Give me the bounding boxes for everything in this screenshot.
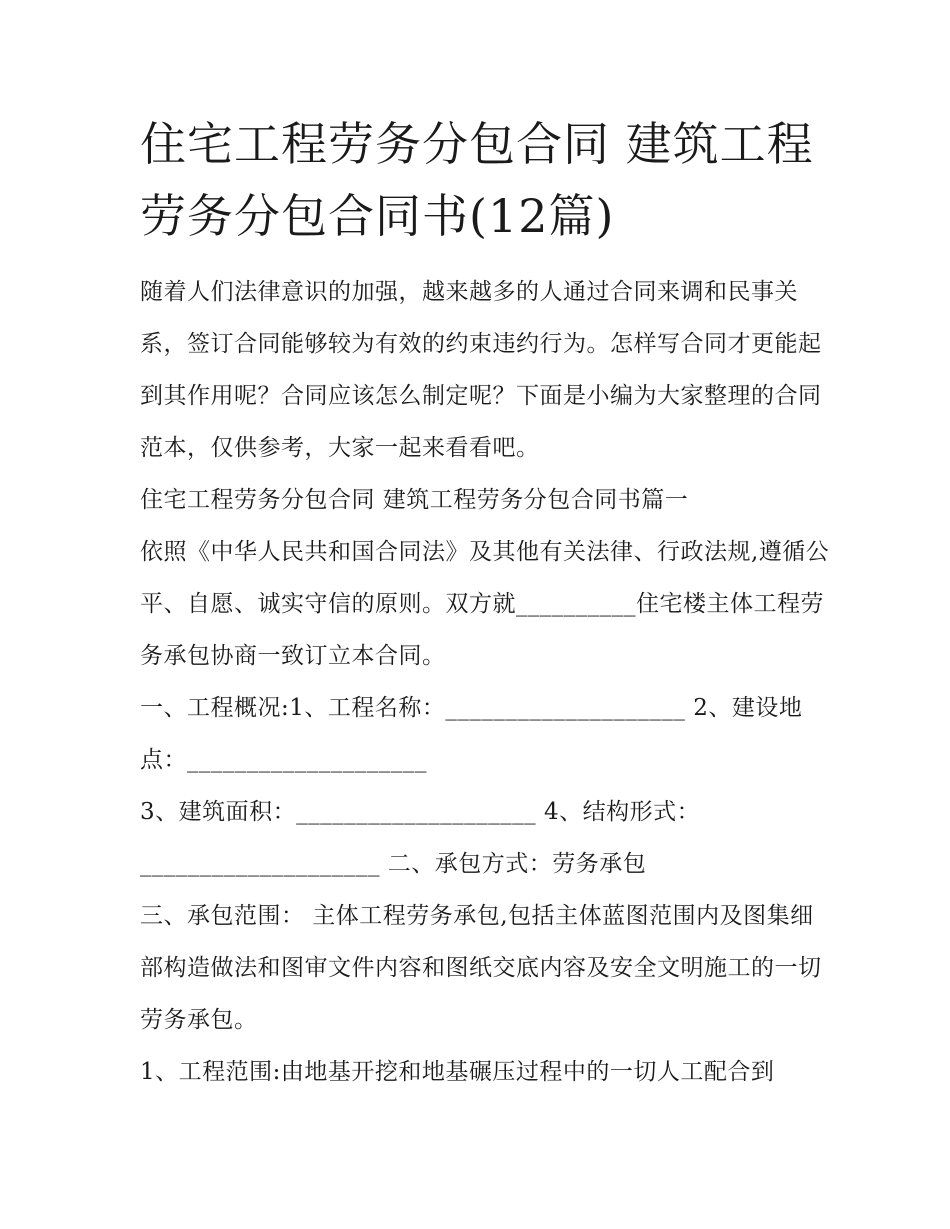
project-overview: 一、工程概况:1、工程名称：____________________ 2、建设地点：____________________ [140,695,803,773]
section-heading: 住宅工程劳务分包合同 建筑工程劳务分包合同书篇一 [140,487,689,513]
document-title: 住宅工程劳务分包合同 建筑工程劳务分包合同书(12篇) [140,117,814,243]
contract-scope: 三、承包范围： 主体工程劳务承包,包括主体蓝图范围内及图集细部构造做法和图审文件内容和图纸交底内容及安全文明施工的一切劳务承包。 [140,903,822,1033]
contract-preamble: 依照《中华人民共和国合同法》及其他有关法律、行政法规,遵循公平、自愿、诚实守信的原则。双方就__________住宅楼主体工程劳务承包协商一致订立本合同。 [140,539,830,669]
intro-paragraph: 随着人们法律意识的加强，越来越多的人通过合同来调和民事关系，签订合同能够较为有效的约束违约行为。怎样写合同才更能起到其作用呢？合同应该怎么制定呢？下面是小编为大家整理的合同范本，仅供参考，大家一起来看看吧。 [140,279,822,461]
document-page [140,108,830,1098]
project-details: 3、建筑面积：____________________ 4、结构形式：____________________ 二、承包方式：劳务承包 [140,799,701,877]
project-scope: 1、工程范围:由地基开挖和地基碾压过程中的一切人工配合到 [140,1059,775,1085]
